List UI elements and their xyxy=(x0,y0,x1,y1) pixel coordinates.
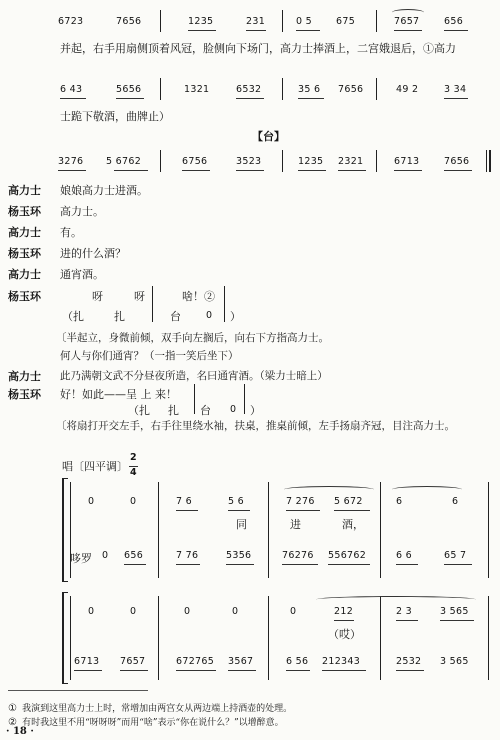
instrument-note: 556762 xyxy=(328,550,367,561)
voice-note: 212 xyxy=(334,606,354,617)
dialogue-line xyxy=(8,182,488,203)
barline xyxy=(380,596,381,680)
underline xyxy=(226,564,254,565)
barline xyxy=(194,384,195,414)
underline xyxy=(334,510,370,511)
note-group: 5 6762 xyxy=(106,156,142,167)
voice-note: 5 6 xyxy=(228,496,245,507)
barline xyxy=(282,78,283,100)
instrument-note: 672765 xyxy=(176,656,215,667)
note-group: 2321 xyxy=(338,156,364,167)
underline xyxy=(282,564,318,565)
instrument-note: 3 565 xyxy=(440,656,469,667)
underline xyxy=(116,98,144,99)
note-group: 0 5 xyxy=(296,16,313,27)
percussion: 扎 xyxy=(114,310,125,323)
voice-note: 2 3 xyxy=(396,606,413,617)
underline xyxy=(396,620,418,621)
end-barline xyxy=(486,150,487,172)
instrument-note: 6 56 xyxy=(286,656,309,667)
instrument-note: 7 76 xyxy=(176,550,199,561)
stage-direction: 〔半起立，身微前倾，双手向左搁后，向右下方指高力士。 xyxy=(56,332,329,344)
voice-note: 6 xyxy=(396,496,403,507)
underline xyxy=(396,564,418,565)
underline xyxy=(286,670,310,671)
footnote-mark: ① xyxy=(8,703,17,714)
slur xyxy=(316,596,476,603)
underline xyxy=(246,30,266,31)
note-group: 5656 xyxy=(116,84,142,95)
speaker: 杨玉环 xyxy=(8,290,41,303)
percussion: 台 xyxy=(200,404,211,417)
dialogue-text: 好！如此——呈 上 来！ xyxy=(60,388,177,401)
lyric: （哎） xyxy=(328,628,361,641)
instrument-note: 2532 xyxy=(396,656,422,667)
exclamation: 呀 xyxy=(134,290,145,303)
stage-direction: 并起，右手用扇侧顶着风冠，脸侧向下场门，高力士捧酒上，二宫娥退后，①高力 xyxy=(60,42,456,55)
underline xyxy=(444,30,468,31)
notation-line-3 xyxy=(0,146,500,176)
voice-note: 5 672 xyxy=(334,496,363,507)
aria-label: 唱〔四平调〕 xyxy=(62,460,128,473)
footnote-text: 有时我这里不用“呀呀呀”而用“啥”表示“你在说什么？”以增醉意。 xyxy=(22,718,284,728)
barline xyxy=(282,150,283,172)
underline xyxy=(298,170,326,171)
percussion: ） xyxy=(250,404,261,417)
system-bracket-bottom xyxy=(62,581,68,582)
percussion: 扎 xyxy=(168,404,179,417)
percussion: 台 xyxy=(170,310,181,323)
note-group: 675 xyxy=(336,16,356,27)
instrument-label: 哆罗 xyxy=(70,552,92,565)
underline xyxy=(394,30,422,31)
note-group: 3 34 xyxy=(444,84,467,95)
barline xyxy=(158,596,159,680)
score-system-2 xyxy=(0,592,500,684)
barline xyxy=(488,596,489,680)
note-group: 6 43 xyxy=(60,84,83,95)
lyric: 同 xyxy=(236,518,247,531)
instrument-note: 6 6 xyxy=(396,550,413,561)
note-group: 7656 xyxy=(116,16,142,27)
instrument-note: 3567 xyxy=(228,656,254,667)
barline xyxy=(376,150,377,172)
exclamation: 呀 xyxy=(92,290,103,303)
section-marker: 【台】 xyxy=(252,130,285,143)
system-bracket xyxy=(62,592,64,684)
underline xyxy=(74,670,102,671)
underline xyxy=(298,98,324,99)
dialogue-text: 高力士。 xyxy=(60,205,104,218)
voice-note: 0 xyxy=(88,606,95,617)
speaker: 高力士 xyxy=(8,370,41,383)
note-group: 3276 xyxy=(58,156,84,167)
footnote-mark: ② xyxy=(8,717,17,728)
underline xyxy=(182,170,210,171)
underline xyxy=(120,670,148,671)
dialogue-line xyxy=(8,224,488,245)
underline xyxy=(444,98,468,99)
underline xyxy=(396,670,424,671)
lyric: 进 xyxy=(290,518,301,531)
footnote-divider xyxy=(8,690,148,691)
notation-line-1 xyxy=(0,6,500,36)
underline xyxy=(176,670,216,671)
barline xyxy=(160,78,161,100)
underline xyxy=(236,170,264,171)
underline xyxy=(176,564,200,565)
instrument-note: 212343 xyxy=(322,656,361,667)
instrument-note: 6713 xyxy=(74,656,100,667)
underline xyxy=(188,30,216,31)
time-signature-top: 2 xyxy=(130,452,137,463)
lyric: 酒， xyxy=(342,518,364,531)
underline xyxy=(296,30,320,31)
dialogue-text: 此乃满朝文武不分昼夜所造，名曰通宵酒。（梁力士暗上） xyxy=(60,370,328,382)
dialogue-text: 娘娘高力士进酒。 xyxy=(60,184,148,197)
barline xyxy=(268,482,269,578)
slur xyxy=(392,9,424,16)
barline xyxy=(224,286,225,322)
barline xyxy=(376,78,377,100)
underline xyxy=(444,170,472,171)
system-bracket xyxy=(62,478,64,582)
barline xyxy=(160,10,161,32)
slur xyxy=(284,486,374,493)
stage-direction: 何人与你们通宵？（一指一笑后坐下） xyxy=(60,350,239,362)
underline xyxy=(58,170,86,171)
instrument-note: 0 xyxy=(102,550,109,561)
barline xyxy=(152,286,153,322)
percussion: （扎 xyxy=(128,404,150,417)
note-group: 3523 xyxy=(236,156,262,167)
tie xyxy=(392,486,462,493)
footnote xyxy=(8,710,498,729)
voice-note: 3 565 xyxy=(440,606,469,617)
voice-note: 7 276 xyxy=(286,496,315,507)
note-group: 1321 xyxy=(184,84,210,95)
voice-note: 0 xyxy=(290,606,297,617)
underline xyxy=(394,170,422,171)
underline xyxy=(338,170,366,171)
time-signature-bottom: 4 xyxy=(130,467,137,478)
dialogue-line xyxy=(8,266,488,287)
instrument-note: 76276 xyxy=(282,550,314,561)
instrument-note: 7657 xyxy=(120,656,146,667)
instrument-note: 656 xyxy=(124,550,144,561)
stage-direction: 〔将扇打开交左手，右手往里绕水袖，扶桌，推桌前倾，左手扬扇齐冠，目注高力士。 xyxy=(56,420,455,432)
underline xyxy=(328,564,370,565)
dialogue-line xyxy=(8,203,488,224)
voice-note: 0 xyxy=(130,606,137,617)
speaker: 高力士 xyxy=(8,184,41,197)
underline xyxy=(236,98,264,99)
percussion: （扎 xyxy=(62,310,84,323)
underline xyxy=(176,510,198,511)
voice-note: 7 6 xyxy=(176,496,193,507)
note-group: 6723 xyxy=(58,16,84,27)
barline xyxy=(244,384,245,414)
system-bracket-top xyxy=(62,478,68,479)
speaker: 高力士 xyxy=(8,268,41,281)
percussion: 0 xyxy=(230,404,237,415)
barline xyxy=(160,150,161,172)
score-system-1 xyxy=(0,478,500,582)
instrument-note: 5356 xyxy=(226,550,252,561)
speaker: 杨玉环 xyxy=(8,205,41,218)
underline xyxy=(114,170,148,171)
voice-note: 6 xyxy=(452,496,459,507)
note-group: 7657 xyxy=(394,16,420,27)
footnote-text: 我演到这里高力士上时，常增加由两宫女从两边端上持酒壶的处理。 xyxy=(22,704,293,714)
underline xyxy=(124,564,146,565)
note-group: 35 6 xyxy=(298,84,321,95)
dialogue-text: 进的什么酒？ xyxy=(60,247,126,260)
barline xyxy=(376,10,377,32)
barline xyxy=(380,482,381,578)
note-group: 6713 xyxy=(394,156,420,167)
underline xyxy=(334,620,354,621)
underline xyxy=(228,670,256,671)
system-bracket-bottom xyxy=(62,683,68,684)
underline xyxy=(228,510,250,511)
stage-direction: 士跪下敬酒，曲牌止） xyxy=(60,110,170,123)
dialogue-line xyxy=(8,245,488,266)
underline xyxy=(60,98,86,99)
note-group: 6756 xyxy=(182,156,208,167)
voice-note: 0 xyxy=(88,496,95,507)
speaker: 杨玉环 xyxy=(8,388,41,401)
note-group: 1235 xyxy=(298,156,324,167)
voice-note: 0 xyxy=(232,606,239,617)
dialogue-text: 通宵酒。 xyxy=(60,268,104,281)
note-group: 656 xyxy=(444,16,464,27)
barline xyxy=(158,482,159,578)
percussion: 0 xyxy=(206,310,213,321)
barline xyxy=(282,10,283,32)
dialogue-block xyxy=(8,182,488,287)
speaker: 高力士 xyxy=(8,226,41,239)
exclamation: 啥！② xyxy=(182,290,215,303)
underline xyxy=(440,620,474,621)
underline xyxy=(444,564,472,565)
note-group: 6532 xyxy=(236,84,262,95)
speaker: 杨玉环 xyxy=(8,247,41,260)
end-barline xyxy=(489,150,491,172)
notation-line-2 xyxy=(0,74,500,104)
barline xyxy=(70,596,71,680)
percussion: ） xyxy=(230,310,241,323)
note-group: 49 2 xyxy=(396,84,419,95)
dialogue-text: 有。 xyxy=(60,226,82,239)
note-group: 7656 xyxy=(444,156,470,167)
page-number: · 18 · xyxy=(6,726,34,737)
underline xyxy=(286,510,320,511)
note-group: 231 xyxy=(246,16,266,27)
note-group: 7656 xyxy=(338,84,364,95)
system-bracket-top xyxy=(62,592,68,593)
underline xyxy=(322,670,366,671)
barline xyxy=(268,596,269,680)
barline xyxy=(488,482,489,578)
voice-note: 0 xyxy=(130,496,137,507)
instrument-note: 65 7 xyxy=(444,550,467,561)
note-group: 1235 xyxy=(188,16,214,27)
voice-note: 0 xyxy=(184,606,191,617)
